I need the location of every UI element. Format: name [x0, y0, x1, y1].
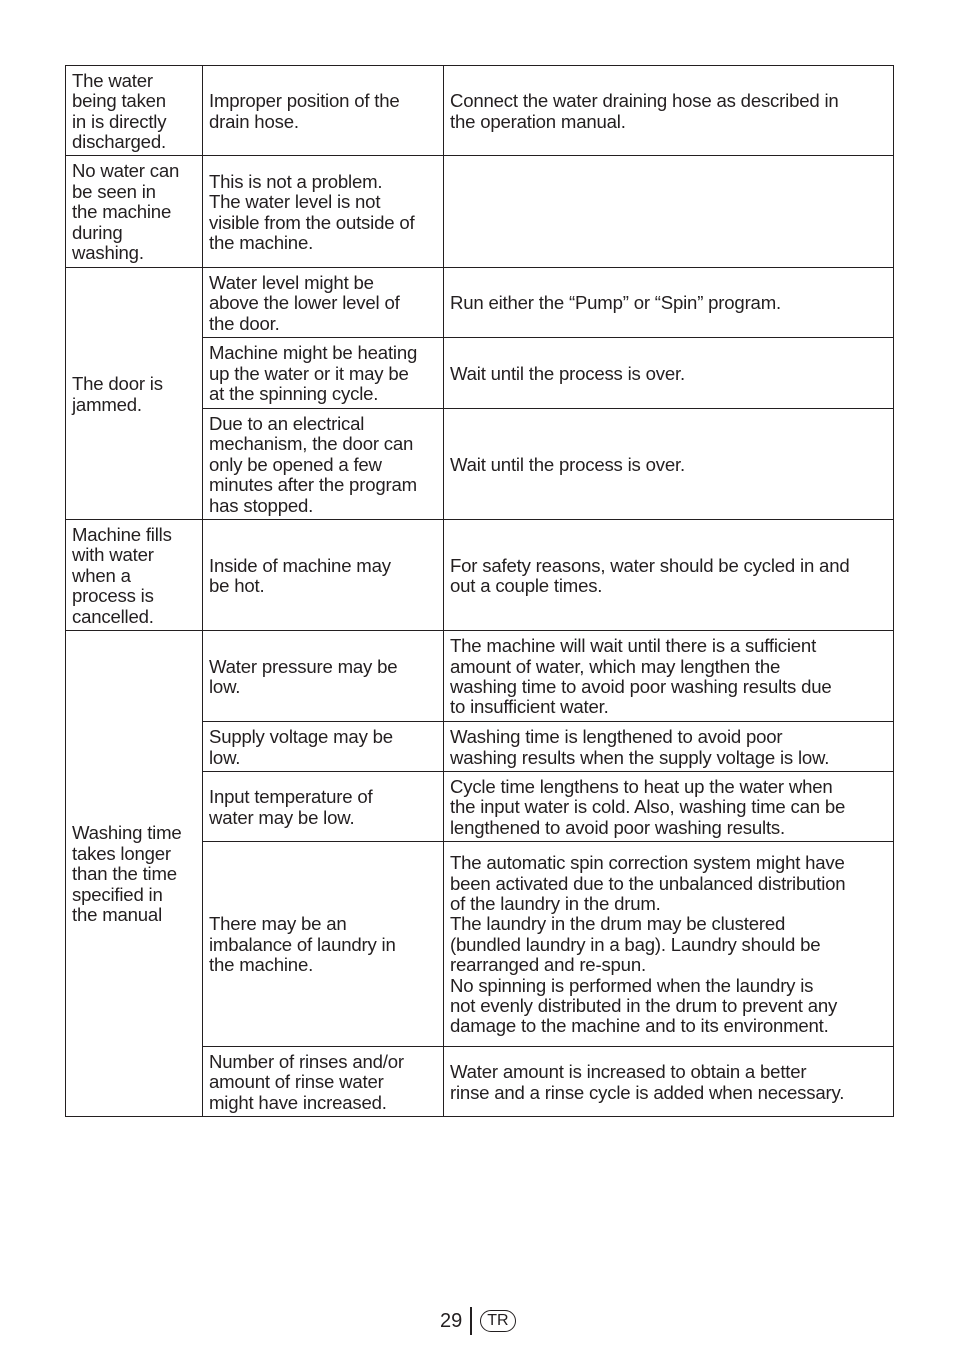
- problem-cell: [66, 520, 203, 631]
- problem-cell: [66, 268, 203, 520]
- page-footer: [440, 1306, 516, 1336]
- cause-cell: [203, 409, 444, 520]
- cause-text: Machine might be heating up the water or it may be at the spinning cycle.: [209, 342, 418, 405]
- table-row: [66, 268, 894, 338]
- page-number: 29: [440, 1309, 463, 1332]
- table-row: [66, 631, 894, 722]
- cause-cell: [203, 722, 444, 772]
- cause-cell: [203, 66, 444, 156]
- problem-text: Machine fills with water when a process is cancelled.: [72, 523, 172, 627]
- solution-cell: [444, 842, 894, 1047]
- cause-text: Due to an electrical mechanism, the door can only be opened a few minutes after the program has stopped.: [209, 412, 417, 516]
- cause-text: Water pressure may be low.: [209, 655, 398, 697]
- cause-text: Supply voltage may be low.: [209, 726, 393, 768]
- cause-text: Input temperature of water may be low.: [209, 786, 373, 828]
- solution-cell: [444, 268, 894, 338]
- cause-cell: [203, 268, 444, 338]
- solution-text: Cycle time lengthens to heat up the water when the input water is cold. Also, washing time can be lengthened to avoid poor washing results.: [450, 775, 846, 838]
- problem-cell: [66, 66, 203, 156]
- solution-cell: [444, 409, 894, 520]
- cause-cell: [203, 631, 444, 722]
- cause-text: Improper position of the drain hose.: [209, 90, 400, 132]
- solution-cell: [444, 156, 894, 268]
- language-badge: TR: [480, 1310, 515, 1332]
- solution-cell: [444, 66, 894, 156]
- table-row: [66, 520, 894, 631]
- solution-cell: [444, 520, 894, 631]
- solution-cell: [444, 722, 894, 772]
- solution-cell: [444, 338, 894, 409]
- troubleshooting-table: [65, 65, 894, 1117]
- table-row: [66, 66, 894, 156]
- problem-text: The water being taken in is directly discharged.: [72, 69, 167, 152]
- solution-text: The machine will wait until there is a sufficient amount of water, which may lengthen the washing time to avoid poor washing results due to insufficient water.: [450, 635, 832, 718]
- solution-text: Washing time is lengthened to avoid poor washing results when the supply voltage is low.: [450, 726, 830, 768]
- cause-text: This is not a problem. The water level is not visible from the outside of the machine.: [209, 170, 415, 253]
- solution-text: Run either the “Pump” or “Spin” program.: [450, 292, 781, 314]
- problem-text: The door is jammed.: [72, 373, 163, 415]
- solution-text: Water amount is increased to obtain a better rinse and a rinse cycle is added when necessary.: [450, 1061, 845, 1103]
- cause-cell: [203, 772, 444, 842]
- problem-cell: [66, 631, 203, 1117]
- problem-text: Washing time takes longer than the time specified in the manual: [72, 822, 182, 926]
- footer-divider: [470, 1307, 472, 1335]
- cause-cell: [203, 520, 444, 631]
- cause-text: Inside of machine may be hot.: [209, 554, 391, 596]
- solution-cell: [444, 772, 894, 842]
- cause-cell: [203, 842, 444, 1047]
- cause-text: Number of rinses and/or amount of rinse water might have increased.: [209, 1050, 404, 1113]
- solution-cell: [444, 631, 894, 722]
- solution-text: Connect the water draining hose as described in the operation manual.: [450, 90, 839, 132]
- problem-text: No water can be seen in the machine during washing.: [72, 160, 180, 264]
- table-row: [66, 156, 894, 268]
- cause-text: Water level might be above the lower level of the door.: [209, 271, 400, 334]
- cause-text: There may be an imbalance of laundry in the machine.: [209, 913, 396, 976]
- solution-text: The automatic spin correction system might have been activated due to the unbalanced distribution of the laundry in the drum. The laundry in the drum may be clustered (bundled laundry in a bag). Laundry should be rearranged and re-spun. No spinning is performed when the laundry is not evenly distributed in the drum to prevent any damage to the machine and to its environment.: [450, 852, 846, 1037]
- solution-text: Wait until the process is over.: [450, 453, 685, 475]
- solution-cell: [444, 1047, 894, 1117]
- problem-cell: [66, 156, 203, 268]
- solution-text: Wait until the process is over.: [450, 362, 685, 384]
- solution-text: For safety reasons, water should be cycled in and out a couple times.: [450, 554, 850, 596]
- cause-cell: [203, 156, 444, 268]
- cause-cell: [203, 338, 444, 409]
- cause-cell: [203, 1047, 444, 1117]
